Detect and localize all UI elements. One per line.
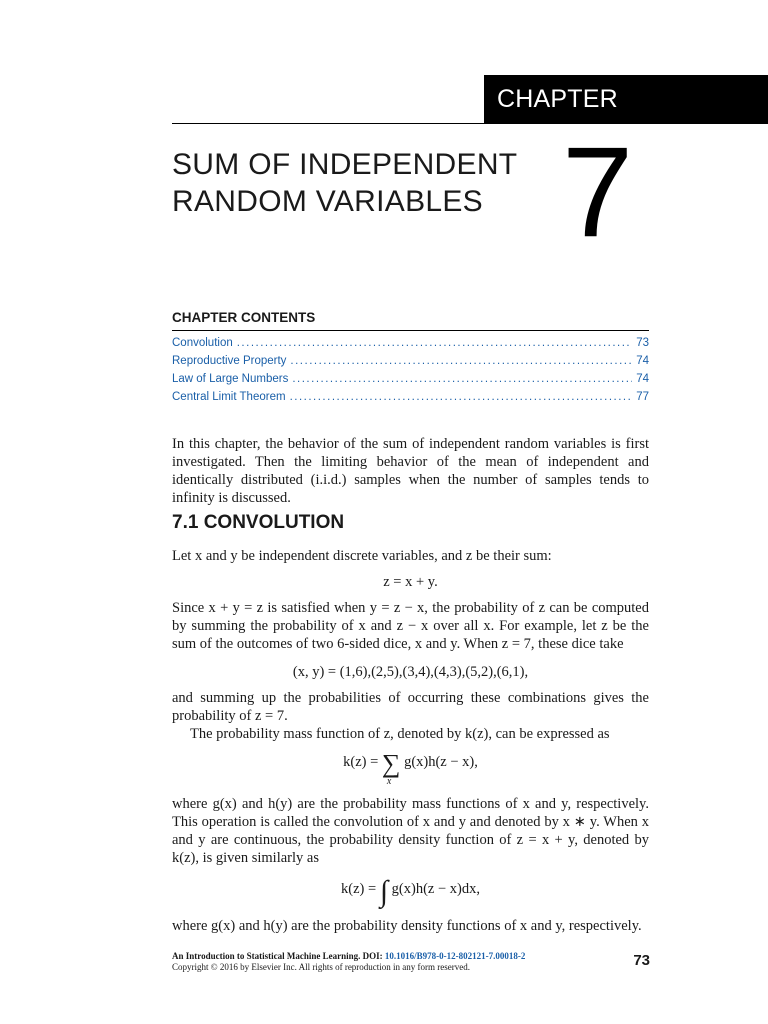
toc-label[interactable]: Law of Large Numbers: [172, 373, 289, 385]
table-of-contents: [172, 334, 649, 406]
toc-label[interactable]: Central Limit Theorem: [172, 391, 286, 403]
contents-rule: [172, 330, 649, 331]
integral-symbol: ∫: [379, 875, 389, 908]
toc-item-central-limit-theorem[interactable]: [172, 388, 649, 406]
summation-index: x: [386, 776, 392, 787]
toc-label[interactable]: Reproductive Property: [172, 355, 287, 367]
equation-2: (x, y) = (1,6),(2,5),(3,4),(4,3),(5,2),(6,1),: [292, 664, 529, 680]
paragraph-1: Let x and y be independent discrete variables, and z be their sum:: [172, 548, 552, 564]
toc-page[interactable]: 74: [636, 355, 649, 367]
footer-citation: [172, 951, 602, 962]
chapter-number: 7: [562, 121, 634, 264]
eq3-lhs: k(z) =: [343, 754, 382, 770]
doi-link[interactable]: 10.1016/B978-0-12-802121-7.00018-2: [384, 951, 526, 961]
section-heading: 7.1 CONVOLUTION: [172, 512, 345, 533]
footer-book: An Introduction to Statistical Machine Learning. DOI:: [172, 951, 385, 961]
toc-page[interactable]: 73: [636, 337, 649, 349]
toc-page[interactable]: 77: [636, 391, 649, 403]
equation-1: z = x + y.: [383, 574, 438, 590]
paragraph-3: and summing up the probabilities of occurring these combinations gives the probability of z = 7.: [172, 690, 649, 724]
chapter-title-line2: RANDOM VARIABLES: [172, 185, 483, 218]
footer: [172, 951, 602, 973]
toc-label[interactable]: Convolution: [172, 337, 233, 349]
intro-paragraph: In this chapter, the behavior of the sum of independent random variables is first investigated. Then the limiting behavior of the mean of independent and identically distributed (i.i.d.) samples when the number of samples tends to infinity is discussed.: [172, 436, 649, 506]
toc-leader: [237, 334, 632, 352]
paragraph-5: where g(x) and h(y) are the probability mass functions of x and y, respectively. This operation is called the convolution of x and y and denoted by x ∗ y. When x and y are continuous, the probability density function of z = x + y, denoted by k(z), is given similarly as: [172, 796, 649, 866]
eq4-rhs: g(x)h(z − x)dx,: [388, 881, 480, 897]
footer-copyright: Copyright © 2016 by Elsevier Inc. All rights of reproduction in any form reserved.: [172, 962, 471, 972]
toc-item-law-of-large-numbers[interactable]: [172, 370, 649, 388]
equation-4: [172, 875, 649, 908]
header-rule: [172, 123, 484, 124]
toc-leader: [292, 370, 632, 388]
toc-page[interactable]: 74: [636, 373, 649, 385]
toc-item-reproductive-property[interactable]: [172, 352, 649, 370]
paragraph-4: The probability mass function of z, denoted by k(z), can be expressed as: [190, 726, 610, 742]
chapter-label: CHAPTER: [484, 75, 768, 124]
paragraph-6: where g(x) and h(y) are the probability density functions of x and y, respectively.: [172, 918, 642, 934]
chapter-title: [172, 146, 552, 220]
toc-item-convolution[interactable]: [172, 334, 649, 352]
equation-3: [172, 749, 649, 787]
page-number: 73: [633, 952, 650, 969]
toc-leader: [290, 388, 633, 406]
eq4-lhs: k(z) =: [341, 881, 380, 897]
summation-symbol: ∑ x: [382, 749, 401, 778]
paragraph-2: Since x + y = z is satisfied when y = z − x, the probability of z can be computed by summing the probability of x and z − x over all x. For example, let z be the sum of the outcomes of two 6-sided dice, x and y. When z = 7, these dice take: [172, 600, 649, 652]
eq3-rhs: g(x)h(z − x),: [400, 754, 478, 770]
chapter-title-line1: SUM OF INDEPENDENT: [172, 148, 518, 181]
toc-leader: [290, 352, 632, 370]
contents-heading: CHAPTER CONTENTS: [172, 310, 316, 325]
